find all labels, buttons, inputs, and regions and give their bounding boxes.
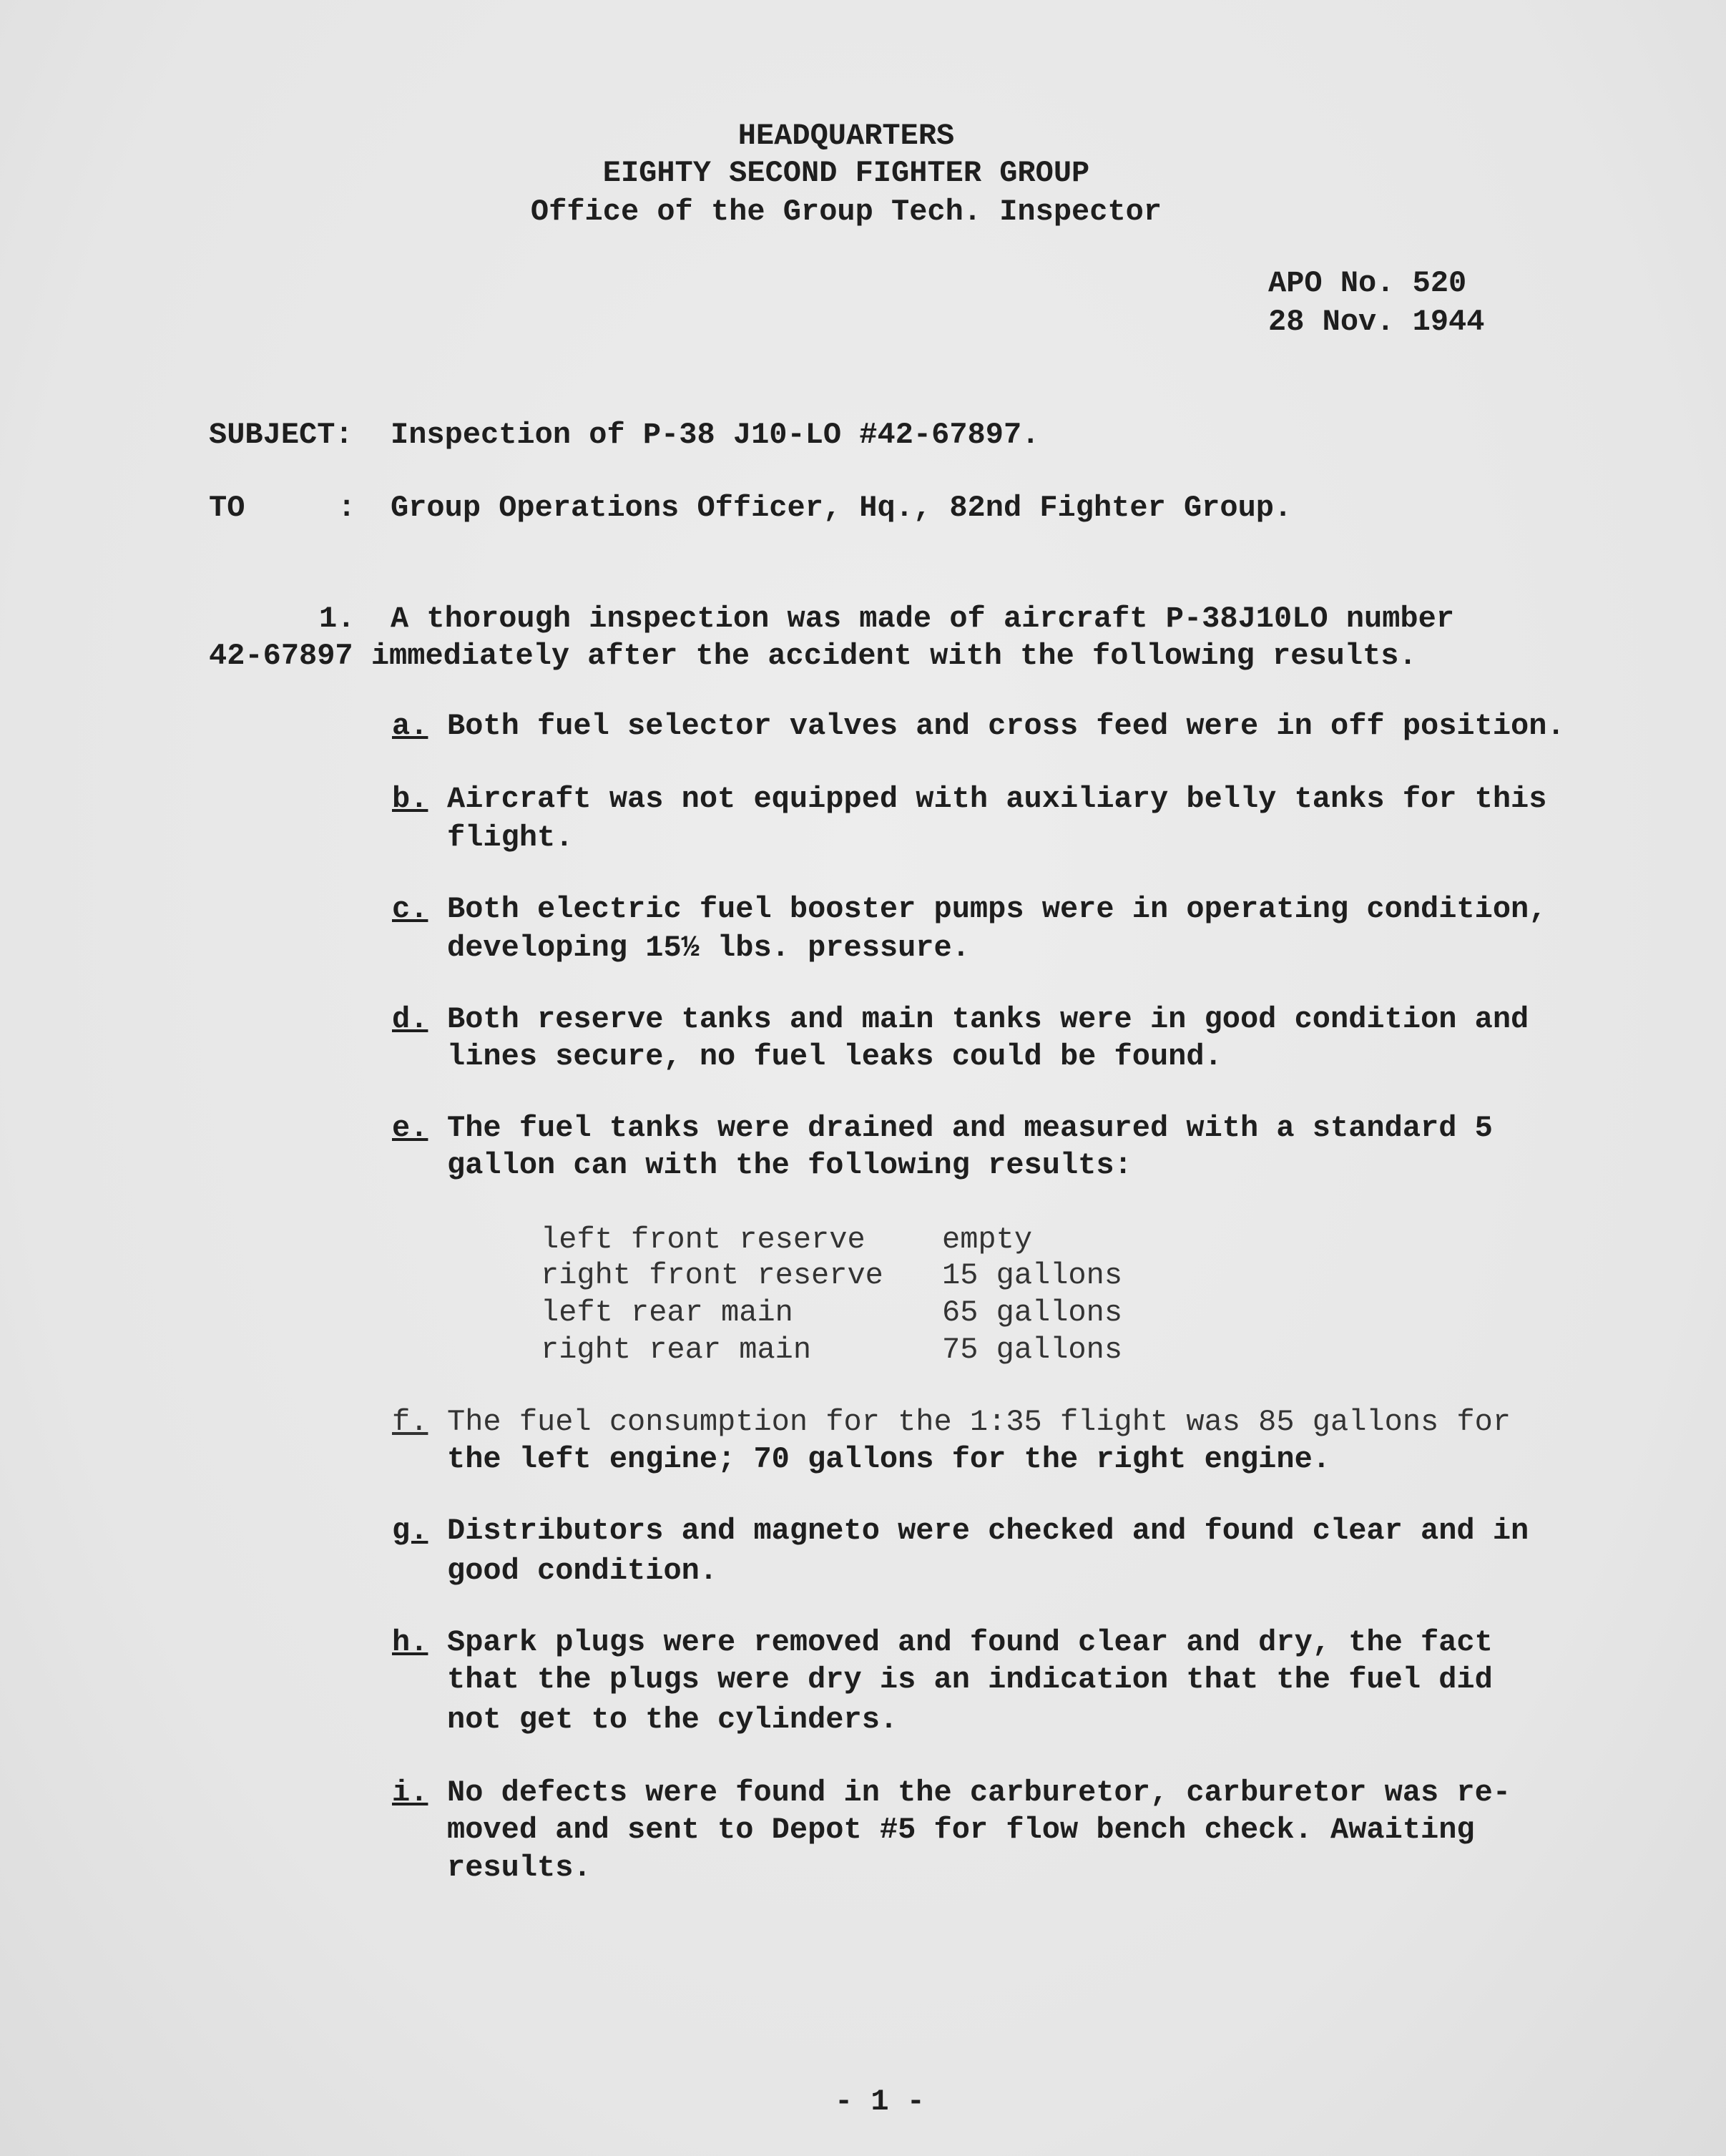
apo-number: APO No. 520: [1268, 266, 1467, 300]
item-f-line: The fuel consumption for the 1:35 flight was 85 gallons for: [447, 1405, 1511, 1439]
fuel-tank-name: left front reserve: [541, 1222, 866, 1257]
item-h-label: h.: [392, 1625, 428, 1660]
fuel-tank-amount: empty: [942, 1222, 1033, 1257]
item-d-line: lines secure, no fuel leaks could be found.: [447, 1039, 1222, 1074]
item-b-line: Aircraft was not equipped with auxiliary belly tanks for this: [447, 782, 1547, 816]
fuel-tank-name: right rear main: [541, 1333, 812, 1367]
fuel-tank-amount: 15 gallons: [942, 1258, 1123, 1293]
fuel-tank-amount: 75 gallons: [942, 1333, 1123, 1367]
item-g-label: g.: [392, 1514, 428, 1548]
item-c-label: c.: [392, 892, 428, 926]
item-b-line: flight.: [447, 820, 574, 855]
item-h-line: Spark plugs were removed and found clear and dry, the fact: [447, 1625, 1493, 1660]
item-g-line: Distributors and magneto were checked and found clear and in: [447, 1514, 1529, 1548]
item-i-label: i.: [392, 1775, 428, 1810]
para1-line2: 42-67897 immediately after the accident with the following results.: [209, 639, 1417, 673]
item-d-label: d.: [392, 1002, 428, 1037]
fuel-tank-amount: 65 gallons: [942, 1295, 1123, 1330]
item-d-line: Both reserve tanks and main tanks were in good condition and: [447, 1002, 1529, 1037]
page-number: - 1 -: [834, 2084, 926, 2119]
to-label: TO: [209, 491, 245, 525]
item-a-line: Both fuel selector valves and cross feed were in off position.: [447, 709, 1565, 743]
item-e-line: The fuel tanks were drained and measured with a standard 5: [447, 1111, 1493, 1145]
item-i-line: results.: [447, 1851, 592, 1885]
to-colon: :: [338, 491, 356, 525]
item-h-line: that the plugs were dry is an indication that the fuel did: [447, 1662, 1493, 1697]
subject-label: SUBJECT:: [209, 418, 353, 452]
item-c-line: Both electric fuel booster pumps were in operating condition,: [447, 892, 1547, 926]
item-g-line: good condition.: [447, 1554, 718, 1588]
para1-line1: A thorough inspection was made of aircraft P-38J10LO number: [391, 602, 1455, 636]
to-value: Group Operations Officer, Hq., 82nd Fighter Group.: [391, 491, 1293, 525]
item-e-label: e.: [392, 1111, 428, 1145]
item-c-line: developing 15½ lbs. pressure.: [447, 931, 970, 965]
para1-number: 1.: [319, 602, 356, 636]
header-group: EIGHTY SECOND FIGHTER GROUP: [602, 156, 1090, 190]
item-e-line: gallon can with the following results:: [447, 1148, 1132, 1182]
item-h-line: not get to the cylinders.: [447, 1702, 898, 1737]
header-office: Office of the Group Tech. Inspector: [530, 195, 1162, 229]
item-f-line: the left engine; 70 gallons for the right engine.: [447, 1442, 1331, 1476]
item-f-label: f.: [392, 1405, 428, 1439]
item-a-label: a.: [392, 709, 428, 743]
item-i-line: moved and sent to Depot #5 for flow bench check. Awaiting: [447, 1813, 1475, 1847]
document-date: 28 Nov. 1944: [1268, 305, 1485, 339]
fuel-tank-name: right front reserve: [541, 1258, 883, 1293]
item-i-line: No defects were found in the carburetor, carburetor was re-: [447, 1775, 1511, 1810]
header-headquarters: HEADQUARTERS: [737, 119, 955, 153]
subject-value: Inspection of P-38 J10-LO #42-67897.: [391, 418, 1040, 452]
fuel-tank-name: left rear main: [541, 1295, 793, 1330]
item-b-label: b.: [392, 782, 428, 816]
